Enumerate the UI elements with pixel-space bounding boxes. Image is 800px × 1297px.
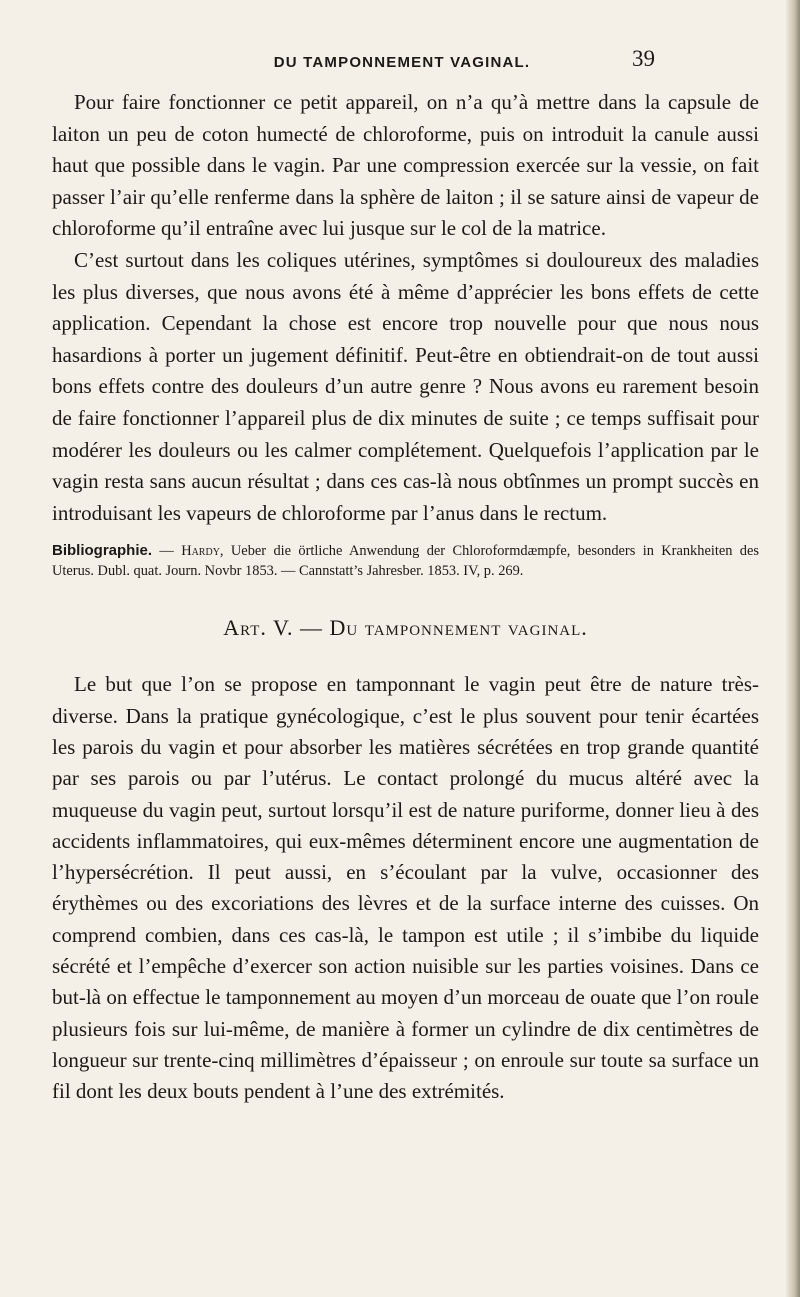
section-paragraph-1: Le but que l’on se propose en tamponnant le vagin peut être de nature très-diverse. Dans la pratique gynécologique, c’est le plus souvent pour tenir écartées les parois du vagin et pour absorber les matières sécrétées en trop grande quantité par ses parois ou par l’utérus. Le contact prolongé du mucus altéré avec la muqueuse du vagin peut, surtout lorsqu’il est de nature puriforme, donner lieu à des accidents inflammatoires, qui eux-mêmes déterminent encore une augmentation de l’hypersécrétion. Il peut aussi, en s’écoulant par la vulve, occasionner des érythèmes ou des excoriations des lèvres et de la surface interne des cuisses. On comprend combien, dans ces cas-là, le tampon est utile ; il s’imbibe du liquide sécrété et l’empêche d’exercer son action nuisible sur les parties voisines. Dans ce but-là on effectue le tamponnement au moyen d’un morceau de ouate que l’on roule plusieurs fois sur lui-même, de manière à former un cylindre de dix centimètres de longueur sur trente-cinq millimètres d’épaisseur ; on enroule sur toute sa surface un fil dont les deux bouts pendent à l’une des extrémités.: [52, 672, 759, 1104]
section-title: Du tamponnement vaginal.: [329, 615, 588, 641]
bibliography-dash: —: [152, 543, 182, 560]
section-heading: [52, 615, 759, 641]
running-title: DU TAMPONNEMENT VAGINAL.: [273, 54, 531, 71]
bibliography-author: Hardy: [181, 543, 220, 560]
page-edge: [786, 0, 800, 1297]
section-article-label: Art. V.: [223, 615, 294, 641]
page-number: 39: [632, 46, 655, 71]
section-dash: —: [293, 615, 330, 641]
bibliography-label: Bibliographie.: [52, 542, 153, 560]
body-paragraph-2: C’est surtout dans les coliques utérines, symptômes si douloureux des maladies les plus diverses, que nous avons été à même d’apprécier les bons effets de cette application. Cependant la chose est encore trop nouvelle pour que nous nous hasardions à porter un jugement définitif. Peut-être en obtiendrait-on de tout aussi bons effets contre des douleurs d’un autre genre ? Nous avons eu rarement besoin de faire fonctionner l’appareil plus de dix minutes de suite ; ce temps suffisait pour modérer les douleurs ou les calmer complétement. Quelquefois l’application par le vagin resta sans aucun résultat ; dans ces cas-là nous obtînmes un prompt succès en introduisant les vapeurs de chloroforme par l’anus dans le rectum.: [52, 247, 759, 525]
bibliography-text: , Ueber die örtliche Anwendung der Chloroformdæmpfe, besonders in Krankheiten des Uterus. Dubl. quat. Journ. Novbr 1853. — Cannstatt’s Jahresber. 1853. IV, p. 269.: [52, 543, 759, 580]
text-block: [52, 87, 759, 1107]
body-paragraph-1: Pour faire fonctionner ce petit appareil, on n’a qu’à mettre dans la capsule de laiton un peu de coton humecté de chloroforme, puis on introduit la canule aussi haut que possible dans le vagin. Par une compression exercée sur la vessie, on fait passer l’air qu’elle renferme dans la sphère de laiton ; il se sature ainsi de vapeur de chloroforme qu’il entraîne avec lui jusque sur le col de la matrice.: [52, 90, 759, 241]
bibliography-note: [52, 541, 759, 581]
